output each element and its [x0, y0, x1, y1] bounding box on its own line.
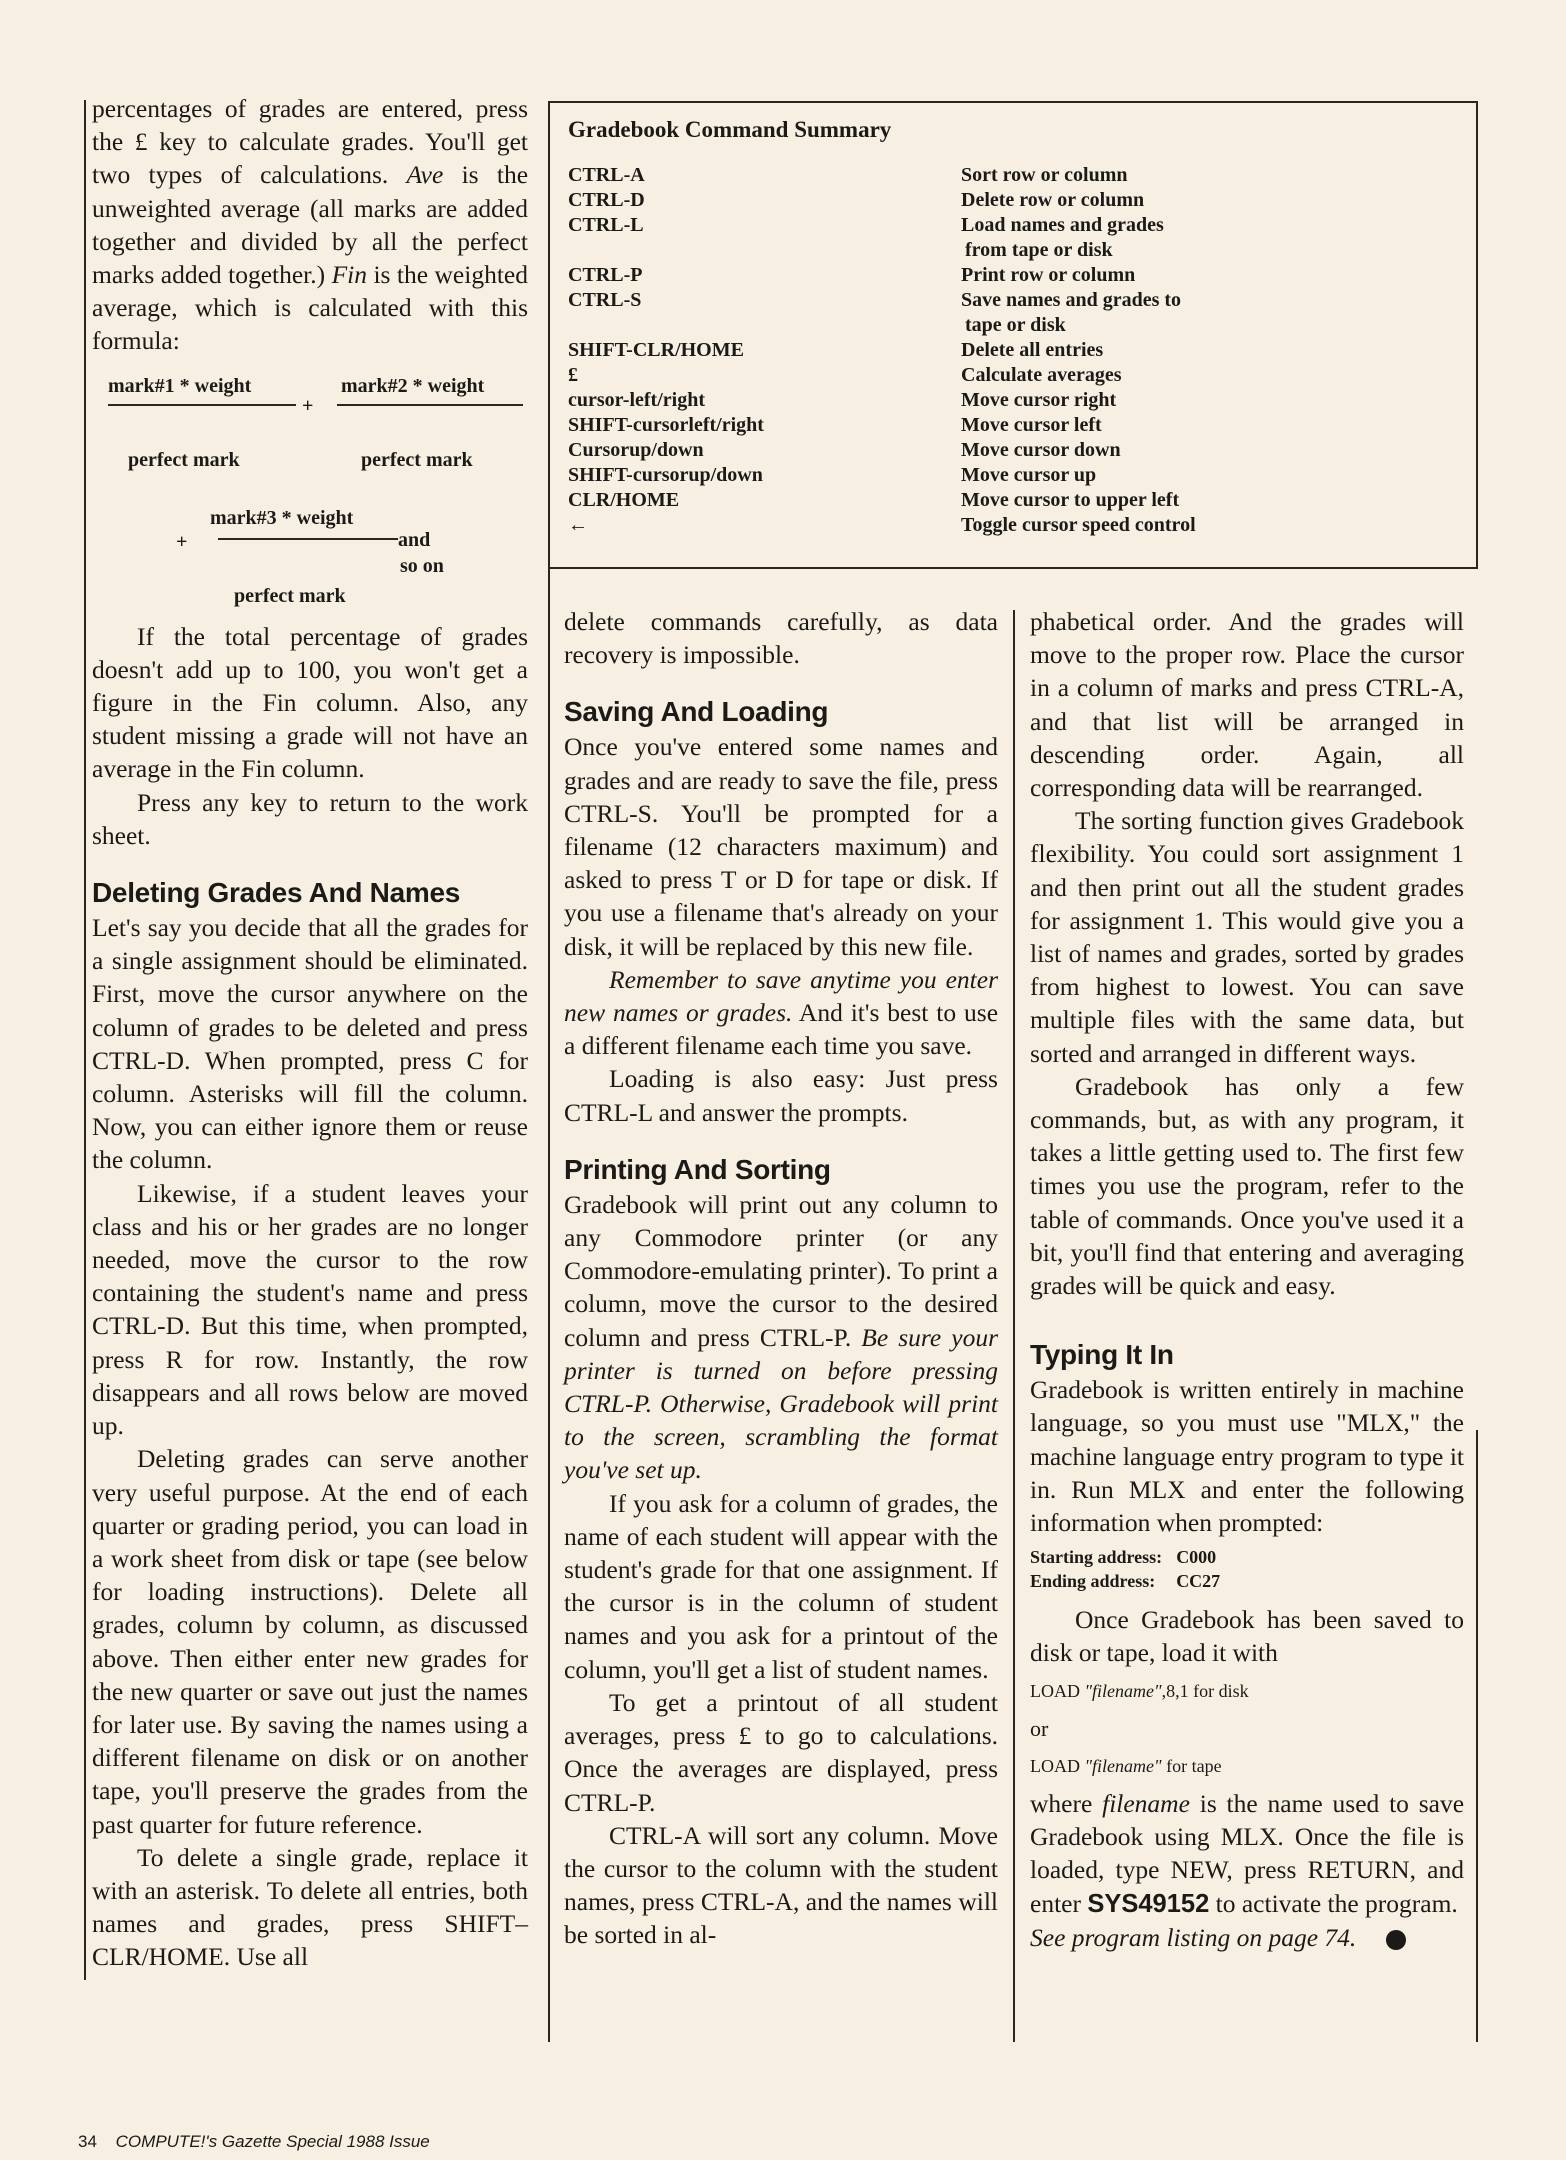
- formula-fraction-bar-3: [218, 538, 398, 540]
- column-3: [1030, 605, 1464, 1954]
- paragraph-averages: To get a printout of all student averages, press £ to go to calculations. Once the averages are displayed, press CTRL-P.: [564, 1687, 998, 1817]
- formula-fraction-bar-2: [337, 404, 523, 406]
- page-footer: [78, 2132, 430, 2152]
- magazine-title: COMPUTE!'s Gazette Special 1988 Issue: [115, 2132, 430, 2151]
- command-row: CLR/HOME Move cursor to upper left: [568, 489, 1180, 511]
- column-rule-mid-col: [1013, 610, 1015, 2042]
- ending-address-row: Ending address: CC27: [1030, 1571, 1221, 1592]
- command-row: £ Calculate averages: [568, 364, 1122, 386]
- paragraph-filename: where filename is the name used to save Gradebook using MLX. Once the file is loaded, type NEW, press RETURN, and enter SYS49152 to activate the program.: [1030, 1788, 1465, 1918]
- paragraph-save: Once you've entered some names and grades and are ready to save the file, press CTRL-S. You'll be prompted for a filename (12 characters maximum) and asked to press T or D for tape or disk. If you use a filename that's already on your disk, it will be replaced by this new file.: [564, 732, 998, 961]
- end-mark-icon: [1386, 1930, 1406, 1950]
- heading-deleting: Deleting Grades And Names: [92, 877, 461, 909]
- command-row: Cursorup/down Move cursor down: [568, 439, 1121, 461]
- starting-address-row: Starting address: C000: [1030, 1547, 1217, 1568]
- paragraph-column-grades: If you ask for a column of grades, the name of each student will appear with the student's grade for that one assignment. If the cursor is in the column of student names and you ask for a printout of the column, you'll get a list of student names.: [564, 1488, 998, 1684]
- formula-plus-2: +: [176, 530, 188, 553]
- command-row: SHIFT-cursorleft/right Move cursor left: [568, 414, 1102, 436]
- paragraph-print: Gradebook will print out any column to any Commodore printer (or any Commodore-emulating printer). To print a column, move the cursor to the desired column and press CTRL-P. Be sure your printer is turned on before pressing CTRL-P. Otherwise, Gradebook will print to the screen, scrambling the format you've set up.: [564, 1189, 998, 1485]
- address-table: [1030, 1545, 1234, 1593]
- command-row: ← Toggle cursor speed control: [568, 514, 1196, 536]
- weighted-average-formula: [92, 364, 528, 620]
- command-summary-box: [548, 101, 1478, 569]
- paragraph-load-with: Once Gradebook has been saved to disk or tape, load it with: [1030, 1605, 1464, 1668]
- or-text: or: [1030, 1715, 1049, 1741]
- paragraph-grading-period: Deleting grades can serve another very useful purpose. At the end of each quarter or grading period, you can load in a work sheet from disk or tape (see below for loading instructions). Delete all grades, column by column, as discussed above. Then either enter new grades for the new quarter or save out just the names for later use. By saving the names using a different filename on disk or on another tape, you'll preserve the grades from the past quarter for future reference.: [92, 1444, 528, 1839]
- paragraph-mlx: Gradebook is written entirely in machine language, so you must use "MLX," the machine language entry program to type it in. Run MLX and enter the following information when prompted:: [1030, 1375, 1464, 1538]
- paragraph-sorting-function: The sorting function gives Gradebook flexibility. You could sort assignment 1 and then print out all the student grades for assignment 1. This would give you a list of names and grades, sorted by grades from highest to lowest. You can save multiple files with the same data, but sorted and arranged in different ways.: [1030, 806, 1464, 1068]
- command-row: SHIFT-cursorup/down Move cursor up: [568, 464, 1097, 486]
- formula-denominator-3: perfect mark: [234, 584, 346, 607]
- formula-numerator-1: mark#1 * weight: [108, 374, 252, 397]
- heading-saving: Saving And Loading: [564, 696, 829, 728]
- formula-so-on: so on: [400, 554, 444, 577]
- formula-plus-1: +: [302, 394, 314, 417]
- load-disk-command: LOAD "filename",8,1 for disk: [1030, 1680, 1249, 1701]
- formula-denominator-1: perfect mark: [128, 448, 240, 471]
- ave-word: Ave: [406, 160, 444, 190]
- load-tape-command: LOAD "filename" for tape: [1030, 1755, 1222, 1776]
- paragraph-few-commands: Gradebook has only a few commands, but, as with any program, it takes a little getting used to. The first few times you use the program, refer to the table of commands. Once you've used it a bit, you'll find that entering and averaging grades will be quick and easy.: [1030, 1071, 1464, 1301]
- heading-printing: Printing And Sorting: [564, 1153, 831, 1185]
- formula-numerator-2: mark#2 * weight: [341, 374, 485, 397]
- command-list: [568, 163, 1458, 538]
- command-row: CTRL-P Print row or column: [568, 264, 1136, 286]
- heading-typing: Typing It In: [1030, 1339, 1174, 1371]
- command-row: cursor-left/right Move cursor right: [568, 389, 1117, 411]
- column-rule-mid-lower: [548, 567, 550, 2042]
- paragraph-alphabetical: phabetical order. And the grades will move to the proper row. Place the cursor in a column of marks and press CTRL-A, and that list will be arranged in descending order. Again, all corresponding data will be rearranged.: [1030, 607, 1464, 803]
- formula-fraction-bar-1: [108, 404, 296, 406]
- page-number: 34: [78, 2132, 97, 2151]
- column-rule-right: [1476, 1430, 1478, 2042]
- paragraph-delete-column: Let's say you decide that all the grades for a single assignment should be eliminated. First, move the cursor anywhere on the column of grades to be deleted and press CTRL-D. When prompted, press C for column. Asterisks will fill the column. Now, you can either ignore them or reuse the column.: [92, 913, 528, 1175]
- paragraph-remember: Remember to save anytime you enter new names or grades. And it's best to use a different filename each time you save.: [564, 964, 999, 1061]
- paragraph-ave-fin: percentages of grades are entered, press the £ key to calculate grades. You'll get two types of calculations. Ave is the unweighted average (all marks are added together and divided by all the perfect marks added together.) Fin is the weighted average, which is calculated with this formula:: [92, 94, 529, 356]
- paragraph-delete-single: To delete a single grade, replace it with an asterisk. To delete all entries, both names and grades, press SHIFT–CLR/HOME. Use all: [92, 1842, 528, 1972]
- formula-denominator-2: perfect mark: [361, 448, 473, 471]
- paragraph-sort: CTRL-A will sort any column. Move the cursor to the column with the student names, press CTRL-A, and the names will be sorted in al-: [564, 1820, 998, 1950]
- command-row: CTRL-S Save names and grades to tape or disk: [568, 289, 1182, 336]
- column-2: [564, 605, 998, 1952]
- paragraph-delete-row: Likewise, if a student leaves your class and his or her grades are no longer needed, move the cursor to the row containing the student's name and press CTRL-D. But this time, when prompted, press R for row. Instantly, the row disappears and all rows below are moved up.: [92, 1178, 528, 1441]
- fin-word: Fin: [331, 260, 367, 290]
- command-row: CTRL-L Load names and grades from tape or disk: [568, 214, 1164, 261]
- column-1: [92, 92, 528, 1974]
- command-summary-title: Gradebook Command Summary: [568, 117, 892, 142]
- program-listing-reference: See program listing on page 74.: [1030, 1921, 1464, 1954]
- command-row: CTRL-D Delete row or column: [568, 189, 1145, 211]
- paragraph-loading: Loading is also easy: Just press CTRL-L and answer the prompts.: [564, 1064, 998, 1127]
- command-row: SHIFT-CLR/HOME Delete all entries: [568, 339, 1104, 361]
- formula-numerator-3: mark#3 * weight: [210, 506, 354, 529]
- column-rule-left: [84, 100, 86, 1980]
- formula-and: and: [398, 528, 431, 551]
- command-row: CTRL-A Sort row or column: [568, 164, 1128, 186]
- paragraph-total-percentage: If the total percentage of grades doesn't add up to 100, you won't get a figure in the Fin column. Also, any student missing a grade will not have an average in the Fin column.: [92, 621, 528, 784]
- paragraph-delete-carefully: delete commands carefully, as data recovery is impossible.: [564, 607, 998, 670]
- paragraph-return: Press any key to return to the work sheet.: [92, 787, 528, 850]
